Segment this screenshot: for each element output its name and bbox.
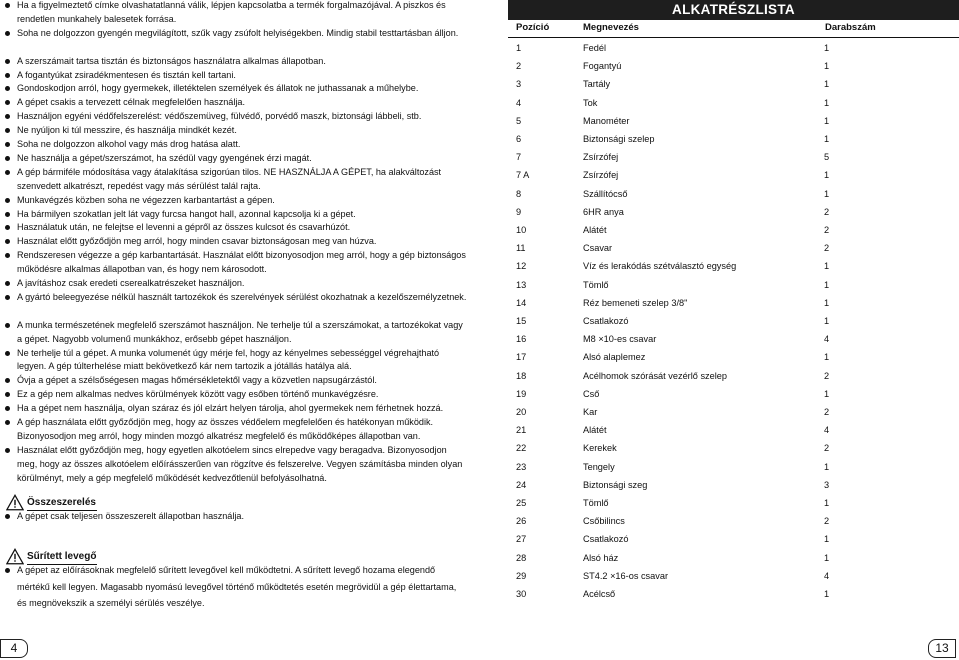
cell-position: 1 bbox=[516, 43, 522, 53]
cell-name: Biztonsági szeg bbox=[583, 479, 648, 490]
cell-position: 23 bbox=[516, 461, 527, 472]
cell-quantity: 1 bbox=[824, 552, 830, 563]
cell-position: 26 bbox=[516, 516, 527, 527]
cell-name: Alsó alaplemez bbox=[583, 352, 646, 363]
bullet-text: A gépet csakis a tervezett célnak megfelelően használja. bbox=[17, 97, 245, 108]
bullet-dot bbox=[5, 73, 10, 78]
bullet-text: A munka természetének megfelelő szerszámot használjon. Ne terhelje túl a szerszámokat, a tartozékokat vagy a gépet. Nagyobb volumenű munkákhoz, erősebb gépet használjon. bbox=[17, 319, 463, 344]
cell-quantity: 1 bbox=[824, 279, 830, 290]
cell-position: 7 bbox=[516, 152, 522, 163]
assembly-bullet: A gépet csak teljesen összeszerelt állapotban használja. bbox=[0, 508, 468, 525]
safety-bullet bbox=[0, 152, 468, 166]
column-header-quantity: Darabszám bbox=[825, 22, 876, 33]
cell-position: 10 bbox=[516, 225, 527, 235]
bullet-text: Ne terhelje túl a gépet. A munka volumenét úgy mérje fel, hogy az kényelmes sebességgel végrehajtható legyen. A gép túlterhelése miatt bekövetkező kár nem tartozik a jótállás hatálya alá. bbox=[17, 347, 440, 372]
bullet-text: Rendszeresen végezze a gép karbantartását. Használat előtt bizonyosodjon meg arról, hogy a gép biztonságos működésre alkalmas állapotban van, és hogy nem károsodott. bbox=[17, 250, 466, 275]
table-row bbox=[508, 43, 959, 57]
air-bullet: A gépet az előírásoknak megfelelő sűrített levegővel kell működtetni. A sűrített levegő hozama elegendő mértékű kell legyen. Magasabb nyomású levegővel történő működtetés esetén megrövidül a gép élettartama, és megnövekszik a személyi sérülés veszélye. bbox=[0, 562, 468, 612]
bullet-text: Ne használja a gépet/szerszámot, ha szédül vagy gyengének érzi magát. bbox=[17, 152, 312, 163]
bullet-text: Ne nyúljon ki túl messzire, és használja mindkét kezét. bbox=[17, 125, 237, 136]
cell-name: Tengely bbox=[583, 461, 615, 472]
table-row bbox=[508, 243, 959, 257]
cell-name: Réz bemeneti szelep 3/8" bbox=[583, 297, 688, 308]
safety-bullet bbox=[0, 124, 468, 138]
cell-quantity: 2 bbox=[824, 443, 830, 454]
table-row bbox=[508, 79, 959, 93]
page-number-left: 4 bbox=[0, 639, 28, 658]
cell-quantity: 2 bbox=[824, 243, 830, 254]
cell-quantity: 3 bbox=[824, 479, 830, 490]
cell-name: Fedél bbox=[583, 43, 606, 53]
cell-position: 6 bbox=[516, 134, 522, 144]
cell-name: Víz és lerakódás szétválasztó egység bbox=[583, 261, 737, 272]
safety-bullet bbox=[0, 249, 468, 277]
safety-bullet bbox=[0, 166, 468, 194]
safety-bullet bbox=[0, 402, 468, 416]
cell-name: Csatlakozó bbox=[583, 534, 629, 545]
cell-position: 21 bbox=[516, 425, 527, 436]
table-row bbox=[508, 589, 959, 603]
safety-bullet bbox=[0, 347, 468, 375]
cell-name: Alátét bbox=[583, 225, 607, 235]
cell-position: 8 bbox=[516, 188, 522, 199]
cell-quantity: 5 bbox=[824, 152, 830, 163]
cell-position: 14 bbox=[516, 297, 527, 308]
cell-name: Zsírzófej bbox=[583, 170, 619, 181]
safety-bullet bbox=[0, 208, 468, 222]
cell-quantity: 1 bbox=[824, 115, 830, 126]
cell-position: 19 bbox=[516, 388, 527, 399]
cell-position: 24 bbox=[516, 479, 527, 490]
cell-name: Manométer bbox=[583, 115, 630, 126]
table-row bbox=[508, 280, 959, 294]
table-row bbox=[508, 371, 959, 385]
cell-name: Csőbilincs bbox=[583, 516, 625, 527]
cell-quantity: 2 bbox=[824, 516, 830, 527]
bullet-dot bbox=[5, 198, 10, 203]
cell-quantity: 4 bbox=[824, 570, 830, 581]
column-header-name: Megnevezés bbox=[583, 22, 639, 33]
cell-position: 3 bbox=[516, 79, 522, 90]
cell-quantity: 2 bbox=[824, 370, 830, 381]
cell-name: 6HR anya bbox=[583, 206, 624, 217]
safety-bullet bbox=[0, 221, 468, 235]
bullet-dot bbox=[5, 448, 10, 453]
table-row bbox=[508, 462, 959, 476]
cell-quantity: 1 bbox=[824, 43, 830, 53]
cell-name: Tömlő bbox=[583, 279, 609, 290]
safety-bullet bbox=[0, 82, 468, 96]
bullet-dot bbox=[5, 420, 10, 425]
table-row bbox=[508, 443, 959, 457]
bullet-dot bbox=[5, 142, 10, 147]
cell-quantity: 1 bbox=[824, 461, 830, 472]
table-row bbox=[508, 61, 959, 75]
parts-list-title: ALKATRÉSZLISTA bbox=[508, 0, 959, 20]
cell-quantity: 4 bbox=[824, 334, 830, 345]
assembly-heading: Összeszerelés bbox=[27, 497, 96, 508]
bullet-text: Használat előtt győződjön meg arról, hogy minden csavar biztonságosan meg van húzva. bbox=[17, 236, 377, 247]
cell-quantity: 1 bbox=[824, 188, 830, 199]
bullet-text: Gondoskodjon arról, hogy gyermekek, illetéktelen személyek és állatok ne juthassanak a műhelybe. bbox=[17, 83, 419, 94]
cell-quantity: 1 bbox=[824, 134, 830, 144]
safety-bullet bbox=[0, 416, 468, 444]
cell-quantity: 1 bbox=[824, 61, 830, 72]
cell-name: Biztonsági szelep bbox=[583, 134, 655, 144]
safety-bullet bbox=[0, 27, 468, 41]
parts-list-header bbox=[508, 22, 959, 36]
bullet-text: Használat előtt győződjön meg, hogy egyetlen alkotóelem sincs elrepedve vagy beragadva. Bizonyosodjon meg, hogy az összes alkotóelem előírásszerűen van rögzítve és felszerelve. Vegyen számításba minden olyan körülményt, mely a gép megfelelő működését kedvezőtlenül befolyásolhatná. bbox=[17, 444, 463, 483]
bullet-text: Ez a gép nem alkalmas nedves körülmények között vagy esőben történő munkavégzésre. bbox=[17, 389, 379, 400]
table-row bbox=[508, 170, 959, 184]
cell-position: 16 bbox=[516, 334, 527, 345]
cell-name: Acélcső bbox=[583, 589, 616, 599]
table-row bbox=[508, 425, 959, 439]
cell-quantity: 1 bbox=[824, 97, 830, 108]
bullet-text: A gyártó beleegyezése nélkül használt tartozékok és szerelvények sérülést okozhatnak a kezelőszemélyzetnek. bbox=[17, 291, 467, 302]
safety-bullet bbox=[0, 110, 468, 124]
cell-name: Kar bbox=[583, 407, 598, 417]
bullet-text: A gép bármiféle módosítása vagy átalakítása szigorúan tilos. NE HASZNÁLJA A GÉPET, ha alakváltozást szenvedett alkatrészt, repedést vagy más sérülést talál rajta. bbox=[17, 166, 442, 191]
cell-position: 2 bbox=[516, 61, 522, 72]
cell-quantity: 1 bbox=[824, 261, 830, 272]
safety-bullet bbox=[0, 319, 468, 347]
cell-position: 5 bbox=[516, 115, 522, 126]
table-row bbox=[508, 480, 959, 494]
bullet-text: Használatuk után, ne felejtse el levenni a gépről az összes kulcsot és csavarhúzót. bbox=[17, 222, 351, 233]
bullet-dot bbox=[5, 59, 10, 64]
cell-name: Szállítócső bbox=[583, 188, 628, 199]
cell-quantity: 1 bbox=[824, 589, 830, 599]
table-row bbox=[508, 189, 959, 203]
page-number-right: 13 bbox=[928, 639, 956, 658]
bullet-text: A fogantyúkat zsiradékmentesen és tisztán kell tartani. bbox=[17, 69, 236, 80]
bullet-dot bbox=[5, 212, 10, 217]
cell-position: 29 bbox=[516, 570, 527, 581]
cell-name: ST4.2 ×16-os csavar bbox=[583, 570, 669, 581]
safety-bullet bbox=[0, 0, 468, 27]
table-row bbox=[508, 516, 959, 530]
safety-bullet bbox=[0, 69, 468, 83]
bullet-dot bbox=[5, 3, 10, 8]
bullet-text: Soha ne dolgozzon gyengén megvilágított, szűk vagy zsúfolt helyiségekben. Mindig stabil testtartásban álljon. bbox=[17, 27, 459, 38]
table-row bbox=[508, 225, 959, 239]
cell-name: Kerekek bbox=[583, 443, 617, 454]
cell-quantity: 1 bbox=[824, 534, 830, 545]
cell-position: 25 bbox=[516, 498, 527, 508]
cell-position: 11 bbox=[516, 243, 526, 254]
cell-quantity: 1 bbox=[824, 316, 830, 326]
cell-quantity: 2 bbox=[824, 407, 830, 417]
bullet-text: Ha bármilyen szokatlan jelt lát vagy furcsa hangot hall, azonnal kapcsolja ki a gépet. bbox=[17, 208, 356, 219]
bullet-dot bbox=[5, 295, 10, 300]
cell-position: 20 bbox=[516, 407, 527, 417]
cell-name: Alátét bbox=[583, 425, 607, 436]
bullet-text: Munkavégzés közben soha ne végezzen karbantartást a gépen. bbox=[17, 194, 275, 205]
bullet-dot bbox=[5, 170, 10, 175]
safety-bullet bbox=[0, 374, 468, 388]
air-heading: Sűrített levegő bbox=[27, 551, 97, 562]
safety-bullet bbox=[0, 55, 468, 69]
bullet-text: Ha a gépet nem használja, olyan száraz és jól elzárt helyen tárolja, ahol gyermekek nem férhetnek hozzá. bbox=[17, 403, 444, 414]
table-row bbox=[508, 261, 959, 275]
bullet-text: A szerszámait tartsa tisztán és biztonságos használatra alkalmas állapotban. bbox=[17, 55, 326, 66]
safety-bullet bbox=[0, 444, 468, 486]
cell-quantity: 2 bbox=[824, 206, 830, 217]
cell-position: 15 bbox=[516, 316, 527, 326]
cell-name: Tartály bbox=[583, 79, 611, 90]
cell-quantity: 1 bbox=[824, 79, 830, 90]
cell-name: Tömlő bbox=[583, 498, 609, 508]
cell-name: M8 ×10-es csavar bbox=[583, 334, 657, 345]
cell-position: 30 bbox=[516, 589, 527, 599]
table-row bbox=[508, 571, 959, 585]
bullet-text: Használjon egyéni védőfelszerelést: védőszemüveg, fülvédő, porvédő maszk, biztonsági lábbeli, stb. bbox=[17, 111, 422, 122]
cell-quantity: 2 bbox=[824, 225, 830, 235]
safety-bullet bbox=[0, 96, 468, 110]
cell-name: Alsó ház bbox=[583, 552, 619, 563]
cell-position: 12 bbox=[516, 261, 527, 272]
bullet-text: Óvja a gépet a szélsőségesen magas hőmérsékletektől vagy a közvetlen napsugárzástól. bbox=[17, 375, 377, 386]
cell-position: 13 bbox=[516, 279, 527, 290]
table-row bbox=[508, 298, 959, 312]
bullet-text: Soha ne dolgozzon alkohol vagy más drog hatása alatt. bbox=[17, 139, 241, 149]
header-rule bbox=[508, 37, 959, 38]
cell-name: Tok bbox=[583, 97, 598, 108]
table-row bbox=[508, 98, 959, 112]
table-row bbox=[508, 352, 959, 366]
safety-bullet bbox=[0, 277, 468, 291]
cell-position: 17 bbox=[516, 352, 527, 363]
table-row bbox=[508, 116, 959, 130]
table-row bbox=[508, 334, 959, 348]
cell-name: Acélhomok szórását vezérlő szelep bbox=[583, 370, 728, 381]
table-row bbox=[508, 534, 959, 548]
table-row bbox=[508, 152, 959, 166]
safety-bullet bbox=[0, 291, 468, 305]
bullet-dot bbox=[5, 351, 10, 356]
cell-position: 18 bbox=[516, 370, 527, 381]
bullet-dot bbox=[5, 323, 10, 328]
cell-position: 27 bbox=[516, 534, 527, 545]
cell-position: 9 bbox=[516, 206, 522, 217]
cell-name: Fogantyú bbox=[583, 61, 622, 72]
bullet-text: A gép használata előtt győződjön meg, hogy az összes védőelem megfelelően és hatékonyan működik. Bizonyosodjon meg arról, hogy minden mozgó alkatrész megfelelő és működőképes állapotban van. bbox=[17, 417, 434, 441]
column-header-position: Pozíció bbox=[516, 22, 550, 33]
bullet-dot bbox=[5, 281, 10, 286]
cell-quantity: 4 bbox=[824, 425, 830, 436]
cell-name: Csatlakozó bbox=[583, 316, 629, 326]
table-row bbox=[508, 207, 959, 221]
cell-quantity: 1 bbox=[824, 297, 830, 308]
safety-bullet bbox=[0, 194, 468, 208]
cell-name: Csavar bbox=[583, 243, 613, 254]
cell-position: 7 A bbox=[516, 170, 530, 181]
cell-quantity: 1 bbox=[824, 388, 830, 399]
table-row bbox=[508, 553, 959, 567]
table-row bbox=[508, 389, 959, 403]
safety-bullet bbox=[0, 138, 468, 152]
cell-name: Cső bbox=[583, 388, 600, 399]
cell-quantity: 1 bbox=[824, 498, 830, 508]
cell-position: 22 bbox=[516, 443, 527, 454]
safety-bullet bbox=[0, 388, 468, 402]
table-row bbox=[508, 498, 959, 512]
table-row bbox=[508, 134, 959, 148]
table-row bbox=[508, 316, 959, 330]
cell-quantity: 1 bbox=[824, 170, 830, 181]
safety-bullet bbox=[0, 235, 468, 249]
cell-position: 4 bbox=[516, 97, 522, 108]
bullet-dot bbox=[5, 31, 10, 36]
cell-position: 28 bbox=[516, 552, 527, 563]
cell-name: Zsírzófej bbox=[583, 152, 619, 163]
bullet-text: A javításhoz csak eredeti cserealkatrészeket használjon. bbox=[17, 278, 245, 288]
cell-quantity: 1 bbox=[824, 352, 830, 363]
table-row bbox=[508, 407, 959, 421]
bullet-text: Ha a figyelmeztető címke olvashatatlanná válik, lépjen kapcsolatba a termék forgalmazójával. A piszkos és rendetlen munkahely balesetek forrása. bbox=[17, 0, 446, 24]
bullet-dot bbox=[5, 156, 10, 161]
